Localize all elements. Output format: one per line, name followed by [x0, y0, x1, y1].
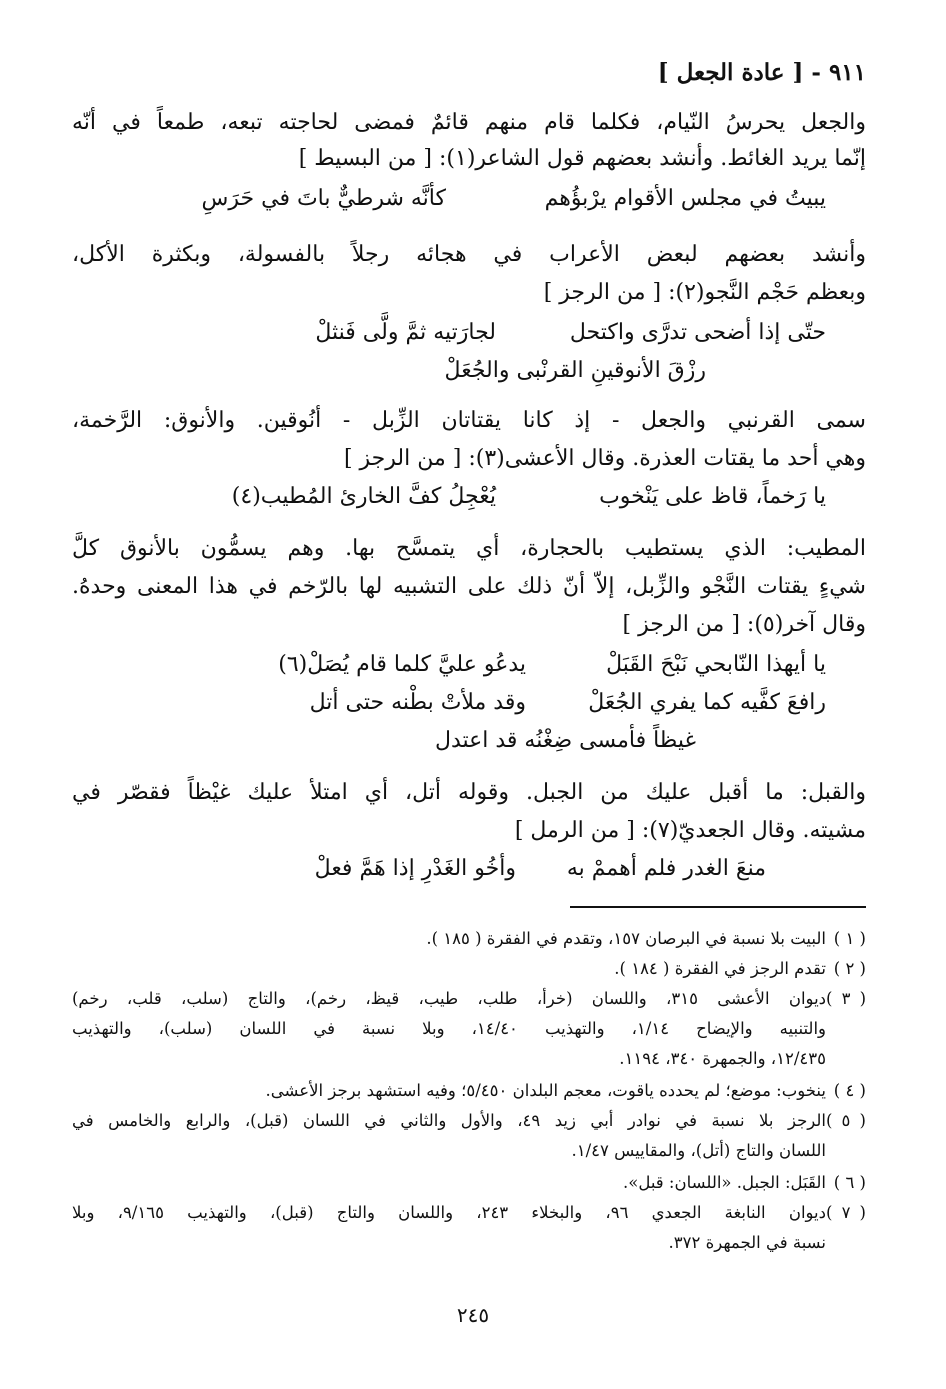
footnote-divider — [570, 906, 866, 908]
verse-first-hemistich: يبيتُ في مجلس الأقوام يرْبؤُهم — [544, 186, 826, 211]
verse-second-hemistich: يُعْجِلُ كفَّ الخارئ المُطيب(٤) — [231, 484, 496, 509]
footnote-continuation: اللسان والتاج (أتل)، والمقاييس ١/٤٧. — [571, 1141, 826, 1160]
verse-first-hemistich: رزْقَ الأنوقينِ القرنْبى والجُعَلْ — [444, 358, 706, 383]
text-line: والقبل: ما أقبل عليك من الجبل. وقوله أتل، أي امتلأ عليك غيْظاً فقصّر في — [72, 780, 866, 805]
text-line: وأنشد بعضهم لبعض الأعراب في هجائه رجلاً بالفسولة، وبكثرة الأكل، — [72, 242, 866, 267]
verse-second-hemistich: وقد ملأتْ بطْنه حتى أتل — [309, 690, 526, 715]
verse-first-hemistich: يا رَخماً، قاظ على يَنْخوب — [599, 484, 826, 509]
footnote-text: القَبَل: الجبل. «اللسان: قبل». — [622, 1173, 826, 1192]
text-line: مشيته. وقال الجعديّ(٧): [ من الرمل ] — [514, 818, 866, 843]
verse-second-hemistich: كأنَّه شرطيٌّ باتَ في حَرَسِ — [201, 186, 446, 211]
verse-second-hemistich: يدعُو عليَّ كلما قام يُصَلْ(٦) — [278, 652, 526, 677]
text-line: سمى القرنبي والجعل - إذ كانا يقتاتان الزِّبل - أنُوقين. والأنوق: الرَّخمة، — [72, 408, 866, 433]
verse-first-hemistich: منعَ الغدر فلم أهممْ به — [566, 856, 766, 881]
footnote — [72, 1106, 866, 1135]
footnote-text: ينخوب: موضع؛ لم يحدده ياقوت، معجم البلدان ٥/٤٥٠؛ وفيه استشهد برجز الأعشى. — [265, 1081, 826, 1100]
verse — [310, 688, 826, 718]
text-line: المطيب: الذي يستطيب بالحجارة، أي يتمسَّح بها. وهم يسمُّون بالأنوق كلَّ — [72, 536, 866, 561]
page-number: ٢٤٥ — [456, 1303, 490, 1327]
footnote — [72, 1168, 866, 1197]
footnote-text: ديوان الأعشى ٣١٥، واللسان (خرأ، طلب، طيب، قيظ، رخم)، والتاج (سلب، قلب، رخم) — [72, 989, 827, 1008]
text-line: شيءٍ يقتات النَّجْو والزِّبل، إلاّ أنّ ذلك على التشبيه لها بالرّخم في هذا المعنى وحدهُ. — [72, 574, 866, 599]
footnote-text: ديوان النابغة الجعدي ٩٦، والبخلاء ٢٤٣، واللسان والتاج (قبل)، والتهذيب ٩/١٦٥، وبلا — [72, 1203, 826, 1222]
footnote-number: ( ٢ ) — [833, 959, 866, 978]
verse — [315, 854, 766, 884]
footnote-number: ( ٥ ) — [825, 1111, 866, 1130]
footnote-text: البيت بلا نسبة في البرصان ١٥٧، وتقدم في الفقرة ( ١٨٥ ). — [426, 929, 826, 948]
footnote-continuation: والتنبيه والإيضاح ١/١٤، والتهذيب ١٤/٤٠، وبلا نسبة في اللسان (سلب)، والتهذيب — [72, 1019, 827, 1038]
verse-first-hemistich: حتّى إذا أضحى تدرَّى واكتحل — [569, 320, 826, 345]
verse-second-hemistich: لجارَتيه ثمَّ ولَّى فَنثلْ — [315, 320, 496, 345]
text-line: وهي أحد ما يقتات العذرة. وقال الأعشى(٣): [ من الرجز ] — [343, 446, 866, 471]
footnote-continuation: نسبة في الجمهرة ٣٧٢. — [668, 1233, 826, 1252]
footnote-number: ( ٦ ) — [833, 1173, 866, 1192]
verse — [232, 482, 826, 512]
verse-first-hemistich: غيظاً فأمسى ضِغْنُه قد اعتدل — [434, 728, 696, 753]
text-line: وبعظم حَجْم النَّجو(٢): [ من الرجز ] — [543, 280, 866, 305]
footnote-number: ( ٧ ) — [826, 1203, 866, 1222]
verse — [435, 726, 696, 756]
footnote-text: الرجز بلا نسبة في نوادر أبي زيد ٤٩، والأول والثاني في اللسان (قبل)، والرابع والخامس في — [72, 1111, 826, 1130]
section-heading: ٩١١ - [ عادة الجعل ] — [657, 59, 866, 86]
text-line: والجعل يحرسُ النّيام، فكلما قام منهم قائمٌ فمضى لحاجته تبعه، طمعاً في أنّه — [72, 110, 866, 135]
footnote-continuation: ١٢/٤٣٥، والجمهرة ٣٤٠، ١١٩٤. — [619, 1049, 826, 1068]
verse — [202, 184, 826, 214]
footnote-number: ( ٤ ) — [833, 1081, 866, 1100]
footnote-number: ( ١ ) — [833, 929, 866, 948]
verse — [445, 356, 706, 386]
verse-first-hemistich: رافعَ كفَّيه كما يفري الجُعَلْ — [588, 690, 826, 715]
verse — [278, 650, 826, 680]
verse-first-hemistich: يا أيهذا النّابحي نَبْحَ القَبَلْ — [606, 652, 826, 677]
footnote-number: ( ٣ ) — [826, 989, 867, 1008]
footnote — [72, 924, 866, 953]
text-line: إنّما يريد الغائط. وأنشد بعضهم قول الشاعر(١): [ من البسيط ] — [298, 146, 866, 171]
footnote — [72, 1076, 866, 1105]
verse-second-hemistich: وأخُو الغَدْرِ إذا هَمَّ فعلْ — [314, 856, 516, 881]
footnote-text: تقدم الرجز في الفقرة ( ١٨٤ ). — [614, 959, 826, 978]
verse — [315, 318, 826, 348]
text-line: وقال آخر(٥): [ من الرجز ] — [622, 612, 866, 637]
footnote — [72, 1198, 866, 1227]
footnote — [72, 954, 866, 983]
footnote — [72, 984, 866, 1013]
